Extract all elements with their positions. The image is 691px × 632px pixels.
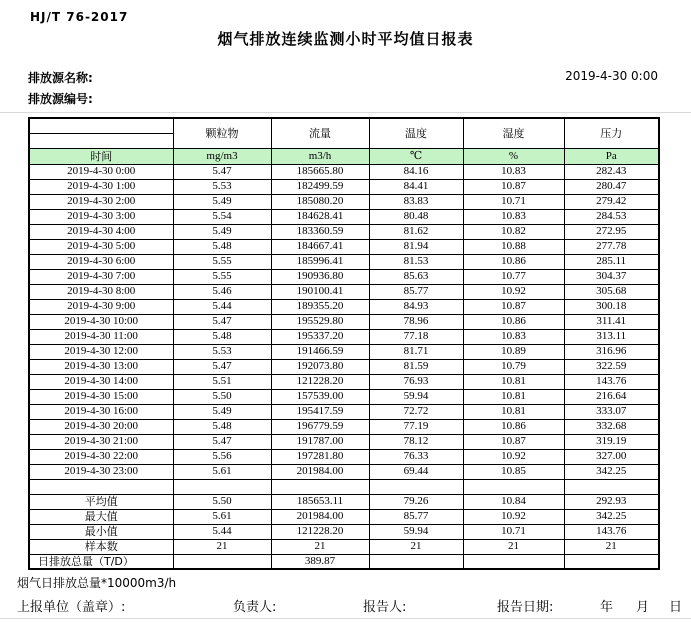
time-cell: 2019-4-30 3:00: [29, 209, 173, 224]
value-cell: 272.95: [564, 224, 659, 239]
time-cell: 2019-4-30 20:00: [29, 419, 173, 434]
value-cell: 5.56: [173, 449, 271, 464]
value-cell: 5.55: [173, 269, 271, 284]
value-cell: 10.77: [463, 269, 564, 284]
summary-value-cell: 10.84: [463, 494, 564, 509]
value-cell: 322.59: [564, 359, 659, 374]
summary-value-cell: 5.50: [173, 494, 271, 509]
unit-particulate: mg/m3: [173, 148, 271, 164]
time-cell: 2019-4-30 6:00: [29, 254, 173, 269]
value-cell: 5.47: [173, 314, 271, 329]
monitoring-table: [28, 117, 660, 570]
value-cell: 285.11: [564, 254, 659, 269]
summary-row: [29, 554, 659, 569]
month-label: 月: [636, 600, 650, 615]
flue-gas-total-note: 烟气日排放总量*10000m3/h: [17, 576, 177, 590]
summary-row: [29, 509, 659, 524]
value-cell: 10.87: [463, 434, 564, 449]
table-row: [29, 374, 659, 389]
value-cell: 10.92: [463, 284, 564, 299]
table-row: [29, 254, 659, 269]
value-cell: 191466.59: [271, 344, 369, 359]
value-cell: 319.19: [564, 434, 659, 449]
table-row: [29, 284, 659, 299]
year-label: 年: [600, 600, 614, 615]
pollutant-header-row: [29, 118, 659, 133]
unit-pressure: Pa: [564, 148, 659, 164]
table-row: [29, 239, 659, 254]
summary-value-cell: 21: [564, 539, 659, 554]
value-cell: 83.83: [369, 194, 463, 209]
value-cell: 10.81: [463, 374, 564, 389]
value-cell: 78.96: [369, 314, 463, 329]
summary-label: 最大值: [29, 509, 173, 524]
bottom-divider: [0, 618, 691, 619]
time-cell: 2019-4-30 12:00: [29, 344, 173, 359]
summary-value-cell: 21: [173, 539, 271, 554]
value-cell: 10.86: [463, 254, 564, 269]
summary-value-cell: 292.93: [564, 494, 659, 509]
table-row: [29, 359, 659, 374]
value-cell: 5.48: [173, 239, 271, 254]
value-cell: 10.89: [463, 344, 564, 359]
table-row: [29, 269, 659, 284]
value-cell: 190936.80: [271, 269, 369, 284]
value-cell: 5.54: [173, 209, 271, 224]
column-header-flow: 流量: [271, 118, 369, 148]
summary-value-cell: 85.77: [369, 509, 463, 524]
value-cell: 77.18: [369, 329, 463, 344]
value-cell: 216.64: [564, 389, 659, 404]
summary-value-cell: 10.92: [463, 509, 564, 524]
page-title: 烟气排放连续监测小时平均值日报表: [217, 30, 474, 48]
value-cell: 10.88: [463, 239, 564, 254]
value-cell: 81.71: [369, 344, 463, 359]
header-rows: [29, 118, 659, 164]
table-row: [29, 404, 659, 419]
value-cell: 5.44: [173, 299, 271, 314]
time-column-header: 时间: [29, 148, 173, 164]
value-cell: 304.37: [564, 269, 659, 284]
summary-value-cell: 10.71: [463, 524, 564, 539]
summary-value-cell: [369, 554, 463, 569]
value-cell: 280.47: [564, 179, 659, 194]
value-cell: 300.18: [564, 299, 659, 314]
value-cell: 185996.41: [271, 254, 369, 269]
value-cell: 195337.20: [271, 329, 369, 344]
table-row: [29, 344, 659, 359]
summary-value-cell: 79.26: [369, 494, 463, 509]
summary-value-cell: 59.94: [369, 524, 463, 539]
time-cell: 2019-4-30 21:00: [29, 434, 173, 449]
value-cell: 305.68: [564, 284, 659, 299]
time-cell: 2019-4-30 15:00: [29, 389, 173, 404]
value-cell: 5.53: [173, 344, 271, 359]
value-cell: 81.53: [369, 254, 463, 269]
value-cell: 184628.41: [271, 209, 369, 224]
summary-label: 样本数: [29, 539, 173, 554]
source-id-label: 排放源编号:: [28, 92, 93, 106]
time-cell: 2019-4-30 16:00: [29, 404, 173, 419]
value-cell: 197281.80: [271, 449, 369, 464]
value-cell: 5.61: [173, 464, 271, 479]
value-cell: 282.43: [564, 164, 659, 179]
time-cell: 2019-4-30 4:00: [29, 224, 173, 239]
value-cell: 196779.59: [271, 419, 369, 434]
value-cell: 191787.00: [271, 434, 369, 449]
summary-value-cell: 389.87: [271, 554, 369, 569]
value-cell: 143.76: [564, 374, 659, 389]
value-cell: 78.12: [369, 434, 463, 449]
report-datetime: 2019-4-30 0:00: [565, 69, 658, 83]
column-header-particulate: 颗粒物: [173, 118, 271, 148]
value-cell: 201984.00: [271, 464, 369, 479]
unit-flow: m3/h: [271, 148, 369, 164]
value-cell: 184667.41: [271, 239, 369, 254]
table-row: [29, 329, 659, 344]
data-rows: [29, 164, 659, 479]
value-cell: 185665.80: [271, 164, 369, 179]
responsible-person-label: 负责人:: [233, 600, 277, 615]
time-cell: 2019-4-30 1:00: [29, 179, 173, 194]
time-cell: 2019-4-30 0:00: [29, 164, 173, 179]
column-header-temperature: 温度: [369, 118, 463, 148]
value-cell: 76.93: [369, 374, 463, 389]
value-cell: 185080.20: [271, 194, 369, 209]
value-cell: 10.83: [463, 164, 564, 179]
value-cell: 10.83: [463, 329, 564, 344]
time-cell: 2019-4-30 23:00: [29, 464, 173, 479]
value-cell: 189355.20: [271, 299, 369, 314]
table-row: [29, 194, 659, 209]
report-date-label: 报告日期:: [497, 600, 554, 615]
value-cell: 80.48: [369, 209, 463, 224]
value-cell: 72.72: [369, 404, 463, 419]
value-cell: 10.79: [463, 359, 564, 374]
value-cell: 332.68: [564, 419, 659, 434]
value-cell: 157539.00: [271, 389, 369, 404]
summary-value-cell: 121228.20: [271, 524, 369, 539]
table-row: [29, 434, 659, 449]
corner-cell-bottom: [29, 133, 173, 148]
day-label: 日: [669, 600, 683, 615]
time-cell: 2019-4-30 5:00: [29, 239, 173, 254]
time-cell: 2019-4-30 8:00: [29, 284, 173, 299]
time-cell: 2019-4-30 10:00: [29, 314, 173, 329]
value-cell: 81.94: [369, 239, 463, 254]
summary-rows: [29, 494, 659, 569]
top-divider: [0, 112, 691, 113]
value-cell: 279.42: [564, 194, 659, 209]
time-cell: 2019-4-30 22:00: [29, 449, 173, 464]
table-row: [29, 209, 659, 224]
value-cell: 10.81: [463, 404, 564, 419]
value-cell: 5.50: [173, 389, 271, 404]
value-cell: 5.55: [173, 254, 271, 269]
value-cell: 10.71: [463, 194, 564, 209]
value-cell: 10.85: [463, 464, 564, 479]
value-cell: 284.53: [564, 209, 659, 224]
time-cell: 2019-4-30 9:00: [29, 299, 173, 314]
value-cell: 5.51: [173, 374, 271, 389]
value-cell: 5.48: [173, 329, 271, 344]
summary-value-cell: 5.44: [173, 524, 271, 539]
summary-value-cell: [463, 554, 564, 569]
table-row: [29, 464, 659, 479]
table-row: [29, 224, 659, 239]
value-cell: 5.49: [173, 224, 271, 239]
value-cell: 84.41: [369, 179, 463, 194]
column-header-pressure: 压力: [564, 118, 659, 148]
value-cell: 277.78: [564, 239, 659, 254]
unit-humidity: %: [463, 148, 564, 164]
summary-row: [29, 494, 659, 509]
value-cell: 5.47: [173, 164, 271, 179]
table-row: [29, 449, 659, 464]
summary-value-cell: 21: [463, 539, 564, 554]
value-cell: 333.07: [564, 404, 659, 419]
value-cell: 5.49: [173, 404, 271, 419]
value-cell: 182499.59: [271, 179, 369, 194]
time-cell: 2019-4-30 13:00: [29, 359, 173, 374]
column-header-humidity: 湿度: [463, 118, 564, 148]
value-cell: 85.77: [369, 284, 463, 299]
value-cell: 5.46: [173, 284, 271, 299]
reporter-label: 报告人:: [363, 600, 407, 615]
corner-cell-top: [29, 118, 173, 133]
spacer-rows: [29, 479, 659, 494]
time-cell: 2019-4-30 7:00: [29, 269, 173, 284]
summary-value-cell: 21: [271, 539, 369, 554]
summary-label: 平均值: [29, 494, 173, 509]
value-cell: 10.92: [463, 449, 564, 464]
value-cell: 81.62: [369, 224, 463, 239]
table-row: [29, 314, 659, 329]
blank-row: [29, 479, 659, 494]
summary-value-cell: 5.61: [173, 509, 271, 524]
summary-value-cell: 342.25: [564, 509, 659, 524]
summary-label: 日排放总量（T/D）: [29, 554, 173, 569]
summary-value-cell: [173, 554, 271, 569]
summary-label: 最小值: [29, 524, 173, 539]
summary-value-cell: [564, 554, 659, 569]
standard-code: HJ/T 76-2017: [30, 10, 129, 24]
value-cell: 84.16: [369, 164, 463, 179]
value-cell: 10.81: [463, 389, 564, 404]
unit-temperature: ℃: [369, 148, 463, 164]
value-cell: 5.48: [173, 419, 271, 434]
summary-value-cell: 143.76: [564, 524, 659, 539]
time-cell: 2019-4-30 11:00: [29, 329, 173, 344]
value-cell: 195529.80: [271, 314, 369, 329]
value-cell: 81.59: [369, 359, 463, 374]
table-row: [29, 299, 659, 314]
summary-row: [29, 524, 659, 539]
table-row: [29, 179, 659, 194]
value-cell: 76.33: [369, 449, 463, 464]
value-cell: 5.49: [173, 194, 271, 209]
value-cell: 77.19: [369, 419, 463, 434]
value-cell: 5.47: [173, 434, 271, 449]
value-cell: 59.94: [369, 389, 463, 404]
value-cell: 342.25: [564, 464, 659, 479]
value-cell: 192073.80: [271, 359, 369, 374]
report-unit-label: 上报单位（盖章）:: [17, 600, 126, 615]
value-cell: 316.96: [564, 344, 659, 359]
value-cell: 85.63: [369, 269, 463, 284]
table-row: [29, 419, 659, 434]
value-cell: 5.47: [173, 359, 271, 374]
value-cell: 183360.59: [271, 224, 369, 239]
value-cell: 10.86: [463, 419, 564, 434]
source-name-label: 排放源名称:: [28, 71, 93, 85]
value-cell: 10.87: [463, 299, 564, 314]
summary-value-cell: 201984.00: [271, 509, 369, 524]
value-cell: 313.11: [564, 329, 659, 344]
summary-value-cell: 21: [369, 539, 463, 554]
summary-value-cell: 185653.11: [271, 494, 369, 509]
value-cell: 5.53: [173, 179, 271, 194]
value-cell: 10.86: [463, 314, 564, 329]
value-cell: 84.93: [369, 299, 463, 314]
table-row: [29, 164, 659, 179]
value-cell: 10.83: [463, 209, 564, 224]
summary-row: [29, 539, 659, 554]
value-cell: 195417.59: [271, 404, 369, 419]
time-cell: 2019-4-30 2:00: [29, 194, 173, 209]
value-cell: 190100.41: [271, 284, 369, 299]
value-cell: 311.41: [564, 314, 659, 329]
value-cell: 69.44: [369, 464, 463, 479]
value-cell: 10.87: [463, 179, 564, 194]
unit-row: [29, 148, 659, 164]
signature-row: [0, 596, 691, 615]
value-cell: 10.82: [463, 224, 564, 239]
value-cell: 121228.20: [271, 374, 369, 389]
value-cell: 327.00: [564, 449, 659, 464]
time-cell: 2019-4-30 14:00: [29, 374, 173, 389]
table-row: [29, 389, 659, 404]
